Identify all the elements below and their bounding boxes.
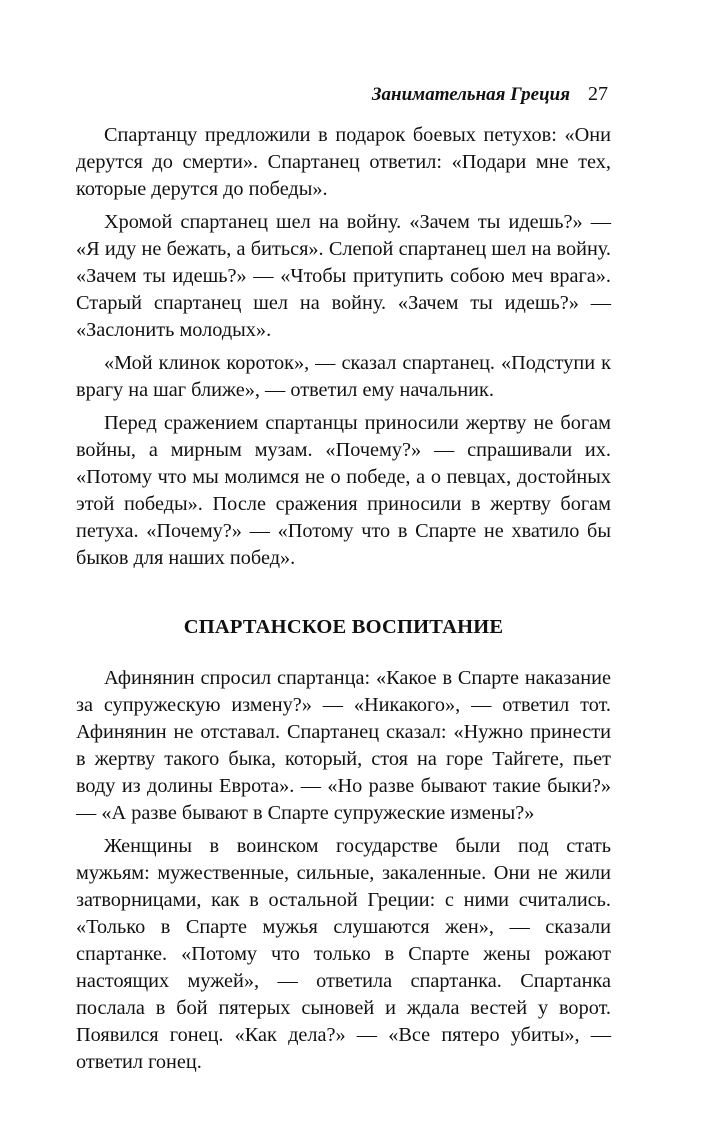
paragraph: «Мой клинок короток», — сказал спартанец. «Подступи к врагу на шаг ближе», — ответил ему начальник. xyxy=(76,352,611,401)
running-header xyxy=(372,82,608,107)
page-body xyxy=(76,122,611,1076)
page-number: 27 xyxy=(588,83,608,105)
paragraph: Перед сражением спартанцы приносили жертву не богам войны, а мирным музам. «Почему?» — спрашивали их. «Потому что мы молимся не о победе, а о певцах, достойных этой победы». После сражения приносили в жертву богам петуха. «Почему?» — «Потому что в Спарте не хватило бы быков для наших побед». xyxy=(76,412,611,569)
paragraph: Спартанцу предложили в подарок боевых петухов: «Они дерутся до смерти». Спартанец ответил: «Подари мне тех, которые дерутся до победы». xyxy=(76,124,611,200)
paragraph: Хромой спартанец шел на войну. «Зачем ты идешь?» — «Я иду не бежать, а биться». Слепой спартанец шел на войну. «Зачем ты идешь?» — «Чтобы притупить собою меч врага». Старый спартанец шел на войну. «Зачем ты идешь?» — «Заслонить молодых». xyxy=(76,211,611,341)
paragraph: Женщины в воинском государстве были под стать мужьям: мужественные, сильные, закаленные. Они не жили затворницами, как в остальной Греции: с ними считались. «Только в Спарте мужья слушаются жен», — сказали спартанке. «Потому что только в Спарте жены рожают настоящих мужей», — ответила спартанка. Спартанка послала в бой пятерых сыновей и ждала вестей у ворот. Появился гонец. «Как дела?» — «Все пятеро убиты», — ответил гонец. xyxy=(76,835,611,1073)
running-title: Занимательная Греция xyxy=(371,84,570,105)
paragraph: Афинянин спросил спартанца: «Какое в Спарте наказание за супружескую измену?» — «Никакого», — ответил тот. Афинянин не отставал. Спартанец сказал: «Нужно принести в жертву такого быка, который, стоя на горе Тайгете, пьет воду из долины Еврота». — «Но разве бывают такие быки?» — «А разве бывают в Спарте супружеские измены?» xyxy=(76,667,611,824)
section-heading: СПАРТАНСКОЕ ВОСПИТАНИЕ xyxy=(183,616,504,638)
